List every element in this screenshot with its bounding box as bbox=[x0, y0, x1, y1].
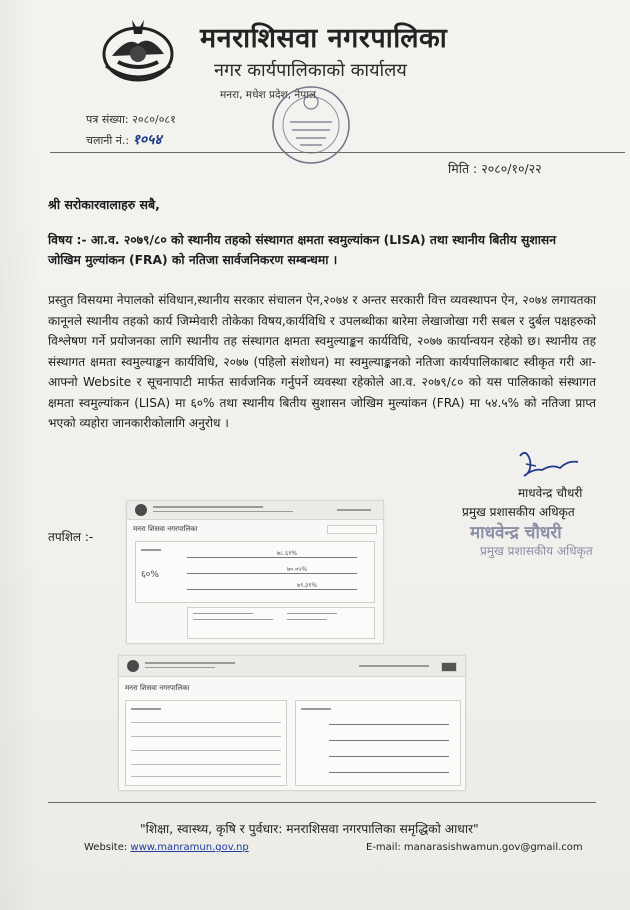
bar-value-1: ७८.६१% bbox=[277, 550, 298, 557]
screenshot-header bbox=[127, 501, 383, 520]
handwritten-signature bbox=[512, 446, 584, 484]
letter-body: प्रस्तुत विसयमा नेपालको संविधान,स्थानीय सरकार संचालन ऐन,२०७४ र अन्तर सरकारी वित्त व्यवस्थापन ऐन, २०७४ लगायतका कानूनले स्थानीय तहको कार्य जिम्मेवारी तोकेका विषय,कार्यविधि र उपलब्धीका बारेमा लेखाजोखा गरी सबल र दुर्बल पक्षहरुको विश्लेषण गर्ने प्रयोजनका लागि स्थानीय तह संस्थागत क्षमता स्वमुल्याङ्कन कार्यविधि, २०७७ कार्यान्वयन रहेको छ। स्थानीय तह संस्थागत क्षमता स्वमुल्याङ्कन कार्यविधि, २०७७ (पहिलो संशोधन) मा स्वमुल्याङ्कनको नतिजा कार्यपालिकाबाट स्वीकृत गरी आ-आफ्नो Website र सूचनापाटी मार्फत सार्वजनिक गर्नुपर्ने व्यवस्था रहेकोले आ.व. २०७९/८० को यस पालिकाको संस्थागत क्षमता स्वमुल्यांकन (LISA) मा ६०% तथा स्थानीय बितीय सुशासन जोखिम मुल्यांकन (FRA) मा ५४.५% को नतिजा प्राप्त भएको व्यहोरा जानकारीकोलागि अनुरोध । bbox=[48, 293, 596, 430]
website-label: Website: bbox=[84, 842, 128, 853]
screenshot2-municipality: मनरा शिसवा नगरपालिका bbox=[125, 684, 190, 692]
portal-logo-icon-2 bbox=[127, 660, 139, 672]
office-address: मनरा, मधेश प्रदेश, नेपाल bbox=[220, 89, 317, 101]
annex-label: तपशिल :- bbox=[48, 530, 94, 544]
footer-email bbox=[366, 842, 583, 853]
reference-value: २०८०/०८१ bbox=[132, 113, 176, 126]
office-title: मनराशिसवा नगरपालिका bbox=[200, 23, 448, 54]
reference-number bbox=[86, 112, 176, 127]
lisa-result-screenshot bbox=[126, 500, 384, 644]
subject-line: विषय :- आ.व. २०७९/८० को स्थानीय तहको संस्थागत क्षमता स्वमुल्यांकन (LISA) तथा स्थानीय बितीय सुशासन जोखिम मुल्यांकन (FRA) को नतिजा सार्वजनिकरण सम्बन्धमा । bbox=[48, 233, 557, 267]
portal-logo-icon bbox=[135, 504, 147, 516]
score-panel bbox=[135, 541, 375, 603]
signatory-name: माधवेन्द्र चौधरी bbox=[518, 486, 583, 500]
footer-website bbox=[84, 842, 249, 853]
signatory-title: प्रमुख प्रशासकीय अधिकृत bbox=[462, 505, 575, 519]
dispatch-number bbox=[86, 130, 162, 149]
website-link[interactable]: www.manramun.gov.np bbox=[130, 842, 249, 853]
letter-date bbox=[448, 160, 542, 177]
name-stamp: माधवेन्द्र चौधरी bbox=[470, 523, 562, 543]
dispatch-value: १०५४ bbox=[132, 132, 162, 148]
header-divider bbox=[50, 152, 625, 153]
screenshot-header-2 bbox=[119, 656, 465, 677]
office-seal-stamp bbox=[268, 82, 354, 168]
nepal-emblem-icon bbox=[98, 14, 178, 84]
footer-slogan: "शिक्षा, स्वास्थ्य, कृषि र पुर्वधार: मनराशिसवा नगरपालिका समृद्धिको आधार" bbox=[140, 822, 479, 836]
bar-value-3: ७९.३१% bbox=[297, 582, 318, 589]
email-value[interactable]: manarasishwamun.gov@gmail.com bbox=[403, 842, 583, 853]
email-label: E-mail: bbox=[366, 842, 401, 853]
title-stamp: प्रमुख प्रशासकीय अधिकृत bbox=[480, 544, 593, 558]
reference-label: पत्र संख्या: bbox=[86, 113, 129, 126]
bar-value-2: ७०.०५% bbox=[287, 566, 308, 573]
page-shadow bbox=[0, 0, 38, 910]
dispatch-label: चलानी नं.: bbox=[86, 134, 130, 147]
fra-result-screenshot bbox=[118, 655, 466, 791]
office-subtitle: नगर कार्यपालिकाको कार्यालय bbox=[214, 60, 407, 81]
date-value: २०८०/१०/२२ bbox=[481, 161, 542, 176]
screenshot-municipality: मनरा शिसवा नगरपालिका bbox=[133, 525, 198, 533]
footer-divider bbox=[48, 802, 596, 803]
overall-score: ६०% bbox=[141, 570, 159, 580]
date-label: मिति : bbox=[448, 161, 478, 176]
salutation: श्री सरोकारवालाहरु सबै, bbox=[48, 197, 160, 212]
